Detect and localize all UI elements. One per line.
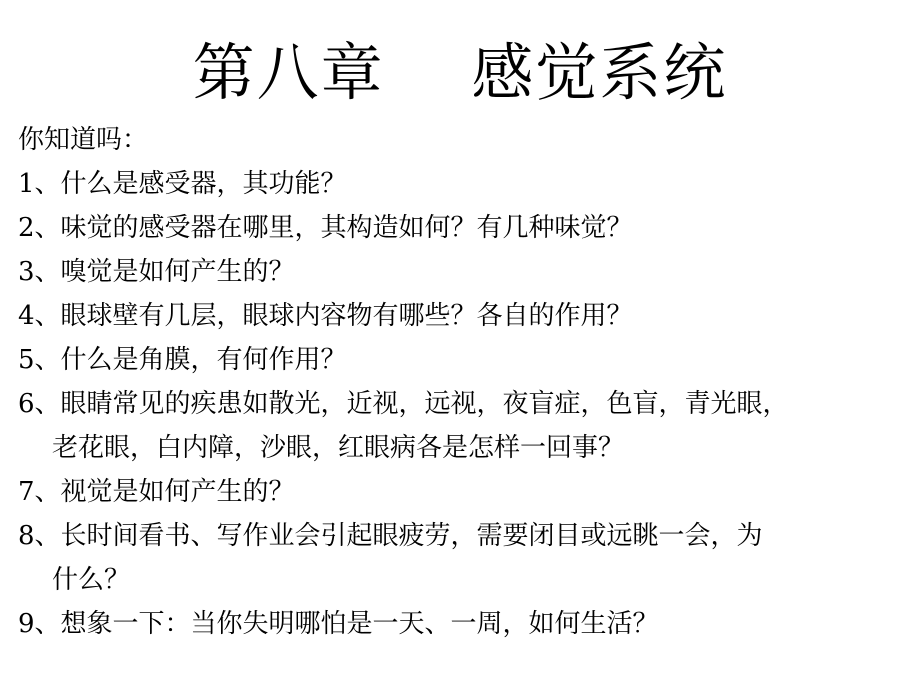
- question-item-7: [18, 470, 908, 514]
- question-3-text: 3、嗅觉是如何产生的？: [18, 257, 295, 287]
- question-5-text: 5、什么是角膜，有何作用？: [18, 345, 347, 375]
- question-4-text: 4、眼球壁有几层，眼球内容物有哪些？各自的作用？: [18, 301, 633, 331]
- question-6-continuation: 老花眼，白内障，沙眼，红眼病各是怎样一回事？: [52, 433, 625, 463]
- question-item-1: [18, 162, 908, 206]
- slide-title: 第八章 感觉系统: [192, 36, 728, 109]
- question-item-6: [18, 382, 908, 470]
- question-item-4: [18, 294, 908, 338]
- question-item-3: [18, 250, 908, 294]
- question-9-text: 9、想象一下：当你失明哪怕是一天、一周，如何生活？: [18, 609, 659, 639]
- question-8-continuation: 什么？: [52, 565, 131, 595]
- intro-text: 你知道吗：: [18, 125, 149, 155]
- question-6-text: 6、眼睛常见的疾患如散光，近视，远视，夜盲症，色盲，青光眼，: [18, 389, 789, 419]
- question-item-5: [18, 338, 908, 382]
- question-item-9: [18, 602, 908, 646]
- question-8-text: 8、长时间看书、写作业会引起眼疲劳，需要闭目或远眺一会，为: [18, 521, 763, 551]
- question-item-8: [18, 514, 908, 602]
- question-2-text: 2、味觉的感受器在哪里，其构造如何？有几种味觉？: [18, 213, 633, 243]
- question-7-text: 7、视觉是如何产生的？: [18, 477, 295, 507]
- question-item-2: [18, 206, 908, 250]
- question-list: [18, 162, 908, 646]
- question-1-text: 1、什么是感受器，其功能？: [18, 169, 347, 199]
